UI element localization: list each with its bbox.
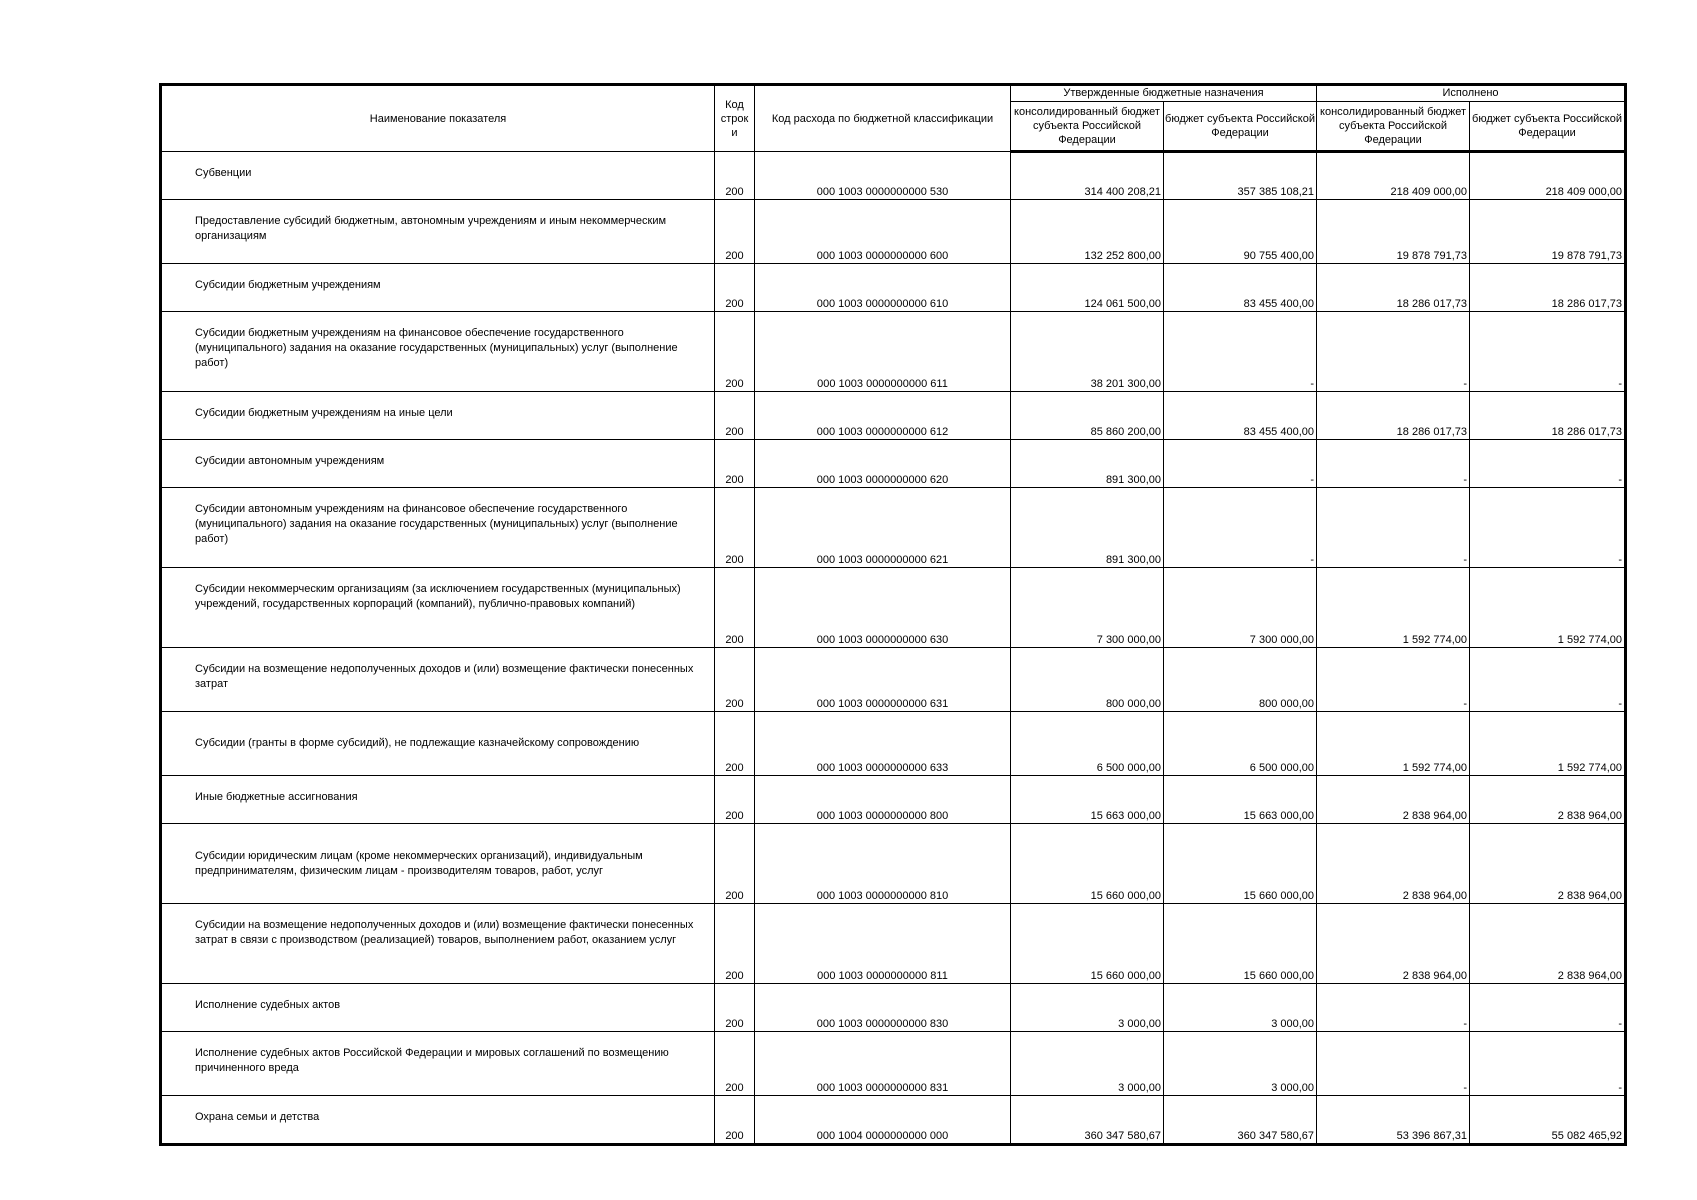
executed-subject-cell: - bbox=[1470, 312, 1625, 392]
table-row bbox=[162, 648, 1625, 712]
classification-code-cell: 000 1003 0000000000 633 bbox=[755, 712, 1011, 776]
table-row bbox=[162, 984, 1625, 1032]
approved-consolidated-cell: 15 663 000,00 bbox=[1011, 776, 1164, 824]
table-row bbox=[162, 712, 1625, 776]
indicator-name-cell: Субвенции bbox=[162, 152, 715, 200]
approved-consolidated-cell: 124 061 500,00 bbox=[1011, 264, 1164, 312]
table-row bbox=[162, 392, 1625, 440]
line-code-cell: 200 bbox=[715, 488, 755, 568]
approved-consolidated-cell: 15 660 000,00 bbox=[1011, 824, 1164, 904]
indicator-name-cell: Предоставление субсидий бюджетным, автономным учреждениям и иным некоммерческим организациям bbox=[162, 200, 715, 264]
approved-subject-cell: 83 455 400,00 bbox=[1164, 392, 1317, 440]
classification-code-cell: 000 1003 0000000000 811 bbox=[755, 904, 1011, 984]
approved-consolidated-cell: 132 252 800,00 bbox=[1011, 200, 1164, 264]
executed-subject-cell: 1 592 774,00 bbox=[1470, 568, 1625, 648]
executed-subject-cell: 55 082 465,92 bbox=[1470, 1096, 1625, 1144]
header-approved-subject: бюджет субъекта Российской Федерации bbox=[1164, 102, 1317, 152]
table-row bbox=[162, 200, 1625, 264]
header-approved-consolidated: консолидированный бюджет субъекта Российской Федерации bbox=[1011, 102, 1164, 152]
header-line-code: Код строк и bbox=[715, 86, 755, 152]
indicator-name-cell: Субсидии бюджетным учреждениям на финансовое обеспечение государственного (муниципального) задания на оказание государственных (муниципальных) услуг (выполнение работ) bbox=[162, 312, 715, 392]
table-row bbox=[162, 776, 1625, 824]
approved-consolidated-cell: 15 660 000,00 bbox=[1011, 904, 1164, 984]
line-code-cell: 200 bbox=[715, 312, 755, 392]
approved-subject-cell: 3 000,00 bbox=[1164, 984, 1317, 1032]
indicator-name-cell: Охрана семьи и детства bbox=[162, 1096, 715, 1144]
executed-subject-cell: 2 838 964,00 bbox=[1470, 904, 1625, 984]
approved-consolidated-cell: 891 300,00 bbox=[1011, 488, 1164, 568]
table-row bbox=[162, 824, 1625, 904]
executed-consolidated-cell: 2 838 964,00 bbox=[1317, 904, 1470, 984]
line-code-cell: 200 bbox=[715, 1096, 755, 1144]
classification-code-cell: 000 1003 0000000000 831 bbox=[755, 1032, 1011, 1096]
approved-subject-cell: 15 660 000,00 bbox=[1164, 824, 1317, 904]
header-executed-subject: бюджет субъекта Российской Федерации bbox=[1470, 102, 1625, 152]
classification-code-cell: 000 1004 0000000000 000 bbox=[755, 1096, 1011, 1144]
approved-subject-cell: 357 385 108,21 bbox=[1164, 152, 1317, 200]
classification-code-cell: 000 1003 0000000000 810 bbox=[755, 824, 1011, 904]
executed-consolidated-cell: 1 592 774,00 bbox=[1317, 568, 1470, 648]
classification-code-cell: 000 1003 0000000000 830 bbox=[755, 984, 1011, 1032]
header-indicator-name: Наименование показателя bbox=[162, 86, 715, 152]
approved-consolidated-cell: 38 201 300,00 bbox=[1011, 312, 1164, 392]
approved-consolidated-cell: 85 860 200,00 bbox=[1011, 392, 1164, 440]
line-code-cell: 200 bbox=[715, 200, 755, 264]
indicator-name-cell: Субсидии некоммерческим организациям (за исключением государственных (муниципальных) учреждений, государственных корпораций (компаний), публично-правовых компаний) bbox=[162, 568, 715, 648]
line-code-cell: 200 bbox=[715, 648, 755, 712]
approved-subject-cell: - bbox=[1164, 440, 1317, 488]
approved-subject-cell: 83 455 400,00 bbox=[1164, 264, 1317, 312]
line-code-cell: 200 bbox=[715, 824, 755, 904]
approved-subject-cell: 15 660 000,00 bbox=[1164, 904, 1317, 984]
approved-consolidated-cell: 3 000,00 bbox=[1011, 984, 1164, 1032]
table-row bbox=[162, 1032, 1625, 1096]
approved-consolidated-cell: 3 000,00 bbox=[1011, 1032, 1164, 1096]
executed-consolidated-cell: - bbox=[1317, 440, 1470, 488]
table-row bbox=[162, 904, 1625, 984]
table-body bbox=[162, 152, 1625, 1144]
executed-consolidated-cell: 1 592 774,00 bbox=[1317, 712, 1470, 776]
classification-code-cell: 000 1003 0000000000 530 bbox=[755, 152, 1011, 200]
classification-code-cell: 000 1003 0000000000 621 bbox=[755, 488, 1011, 568]
executed-subject-cell: 18 286 017,73 bbox=[1470, 392, 1625, 440]
executed-consolidated-cell: 218 409 000,00 bbox=[1317, 152, 1470, 200]
indicator-name-cell: Субсидии бюджетным учреждениям на иные цели bbox=[162, 392, 715, 440]
budget-execution-table bbox=[161, 85, 1625, 1144]
approved-consolidated-cell: 360 347 580,67 bbox=[1011, 1096, 1164, 1144]
executed-subject-cell: 1 592 774,00 bbox=[1470, 712, 1625, 776]
line-code-cell: 200 bbox=[715, 152, 755, 200]
executed-consolidated-cell: 2 838 964,00 bbox=[1317, 824, 1470, 904]
executed-subject-cell: - bbox=[1470, 440, 1625, 488]
table-row bbox=[162, 488, 1625, 568]
executed-consolidated-cell: 18 286 017,73 bbox=[1317, 392, 1470, 440]
executed-subject-cell: 18 286 017,73 bbox=[1470, 264, 1625, 312]
table-row bbox=[162, 1096, 1625, 1144]
approved-subject-cell: 7 300 000,00 bbox=[1164, 568, 1317, 648]
approved-subject-cell: - bbox=[1164, 488, 1317, 568]
executed-subject-cell: 2 838 964,00 bbox=[1470, 824, 1625, 904]
classification-code-cell: 000 1003 0000000000 611 bbox=[755, 312, 1011, 392]
approved-subject-cell: 360 347 580,67 bbox=[1164, 1096, 1317, 1144]
classification-code-cell: 000 1003 0000000000 630 bbox=[755, 568, 1011, 648]
executed-consolidated-cell: - bbox=[1317, 488, 1470, 568]
approved-consolidated-cell: 6 500 000,00 bbox=[1011, 712, 1164, 776]
line-code-cell: 200 bbox=[715, 568, 755, 648]
indicator-name-cell: Субсидии автономным учреждениям bbox=[162, 440, 715, 488]
line-code-cell: 200 bbox=[715, 264, 755, 312]
executed-consolidated-cell: - bbox=[1317, 648, 1470, 712]
classification-code-cell: 000 1003 0000000000 612 bbox=[755, 392, 1011, 440]
indicator-name-cell: Субсидии автономным учреждениям на финансовое обеспечение государственного (муниципального) задания на оказание государственных (муниципальных) услуг (выполнение работ) bbox=[162, 488, 715, 568]
executed-subject-cell: 19 878 791,73 bbox=[1470, 200, 1625, 264]
executed-consolidated-cell: 18 286 017,73 bbox=[1317, 264, 1470, 312]
header-executed-group: Исполнено bbox=[1317, 86, 1625, 102]
executed-subject-cell: - bbox=[1470, 984, 1625, 1032]
classification-code-cell: 000 1003 0000000000 800 bbox=[755, 776, 1011, 824]
line-code-cell: 200 bbox=[715, 904, 755, 984]
indicator-name-cell: Субсидии юридическим лицам (кроме некоммерческих организаций), индивидуальным предпринимателям, физическим лицам - производителям товаров, работ, услуг bbox=[162, 824, 715, 904]
executed-subject-cell: 218 409 000,00 bbox=[1470, 152, 1625, 200]
indicator-name-cell: Субсидии бюджетным учреждениям bbox=[162, 264, 715, 312]
executed-consolidated-cell: 53 396 867,31 bbox=[1317, 1096, 1470, 1144]
executed-consolidated-cell: - bbox=[1317, 312, 1470, 392]
executed-consolidated-cell: 19 878 791,73 bbox=[1317, 200, 1470, 264]
table-row bbox=[162, 568, 1625, 648]
indicator-name-cell: Исполнение судебных актов bbox=[162, 984, 715, 1032]
executed-consolidated-cell: - bbox=[1317, 1032, 1470, 1096]
table-row bbox=[162, 312, 1625, 392]
executed-subject-cell: - bbox=[1470, 1032, 1625, 1096]
line-code-cell: 200 bbox=[715, 984, 755, 1032]
classification-code-cell: 000 1003 0000000000 610 bbox=[755, 264, 1011, 312]
indicator-name-cell: Иные бюджетные ассигнования bbox=[162, 776, 715, 824]
approved-subject-cell: 6 500 000,00 bbox=[1164, 712, 1317, 776]
executed-subject-cell: - bbox=[1470, 488, 1625, 568]
header-approved-group: Утвержденные бюджетные назначения bbox=[1011, 86, 1317, 102]
line-code-cell: 200 bbox=[715, 776, 755, 824]
header-budget-classification-code: Код расхода по бюджетной классификации bbox=[755, 86, 1011, 152]
indicator-name-cell: Исполнение судебных актов Российской Федерации и мировых соглашений по возмещению причиненного вреда bbox=[162, 1032, 715, 1096]
classification-code-cell: 000 1003 0000000000 620 bbox=[755, 440, 1011, 488]
executed-subject-cell: - bbox=[1470, 648, 1625, 712]
approved-subject-cell: 800 000,00 bbox=[1164, 648, 1317, 712]
executed-consolidated-cell: 2 838 964,00 bbox=[1317, 776, 1470, 824]
line-code-cell: 200 bbox=[715, 712, 755, 776]
executed-consolidated-cell: - bbox=[1317, 984, 1470, 1032]
classification-code-cell: 000 1003 0000000000 600 bbox=[755, 200, 1011, 264]
approved-consolidated-cell: 7 300 000,00 bbox=[1011, 568, 1164, 648]
table-header bbox=[162, 86, 1625, 152]
header-executed-consolidated: консолидированный бюджет субъекта Российской Федерации bbox=[1317, 102, 1470, 152]
table-row bbox=[162, 264, 1625, 312]
line-code-cell: 200 bbox=[715, 440, 755, 488]
line-code-cell: 200 bbox=[715, 1032, 755, 1096]
approved-subject-cell: 15 663 000,00 bbox=[1164, 776, 1317, 824]
indicator-name-cell: Субсидии (гранты в форме субсидий), не подлежащие казначейскому сопровождению bbox=[162, 712, 715, 776]
approved-subject-cell: 90 755 400,00 bbox=[1164, 200, 1317, 264]
indicator-name-cell: Субсидии на возмещение недополученных доходов и (или) возмещение фактически понесенных затрат в связи с производством (реализацией) товаров, выполнением работ, оказанием услуг bbox=[162, 904, 715, 984]
table-row bbox=[162, 440, 1625, 488]
line-code-cell: 200 bbox=[715, 392, 755, 440]
approved-consolidated-cell: 891 300,00 bbox=[1011, 440, 1164, 488]
classification-code-cell: 000 1003 0000000000 631 bbox=[755, 648, 1011, 712]
approved-consolidated-cell: 800 000,00 bbox=[1011, 648, 1164, 712]
executed-subject-cell: 2 838 964,00 bbox=[1470, 776, 1625, 824]
approved-consolidated-cell: 314 400 208,21 bbox=[1011, 152, 1164, 200]
indicator-name-cell: Субсидии на возмещение недополученных доходов и (или) возмещение фактически понесенных затрат bbox=[162, 648, 715, 712]
approved-subject-cell: - bbox=[1164, 312, 1317, 392]
table-row bbox=[162, 152, 1625, 200]
approved-subject-cell: 3 000,00 bbox=[1164, 1032, 1317, 1096]
